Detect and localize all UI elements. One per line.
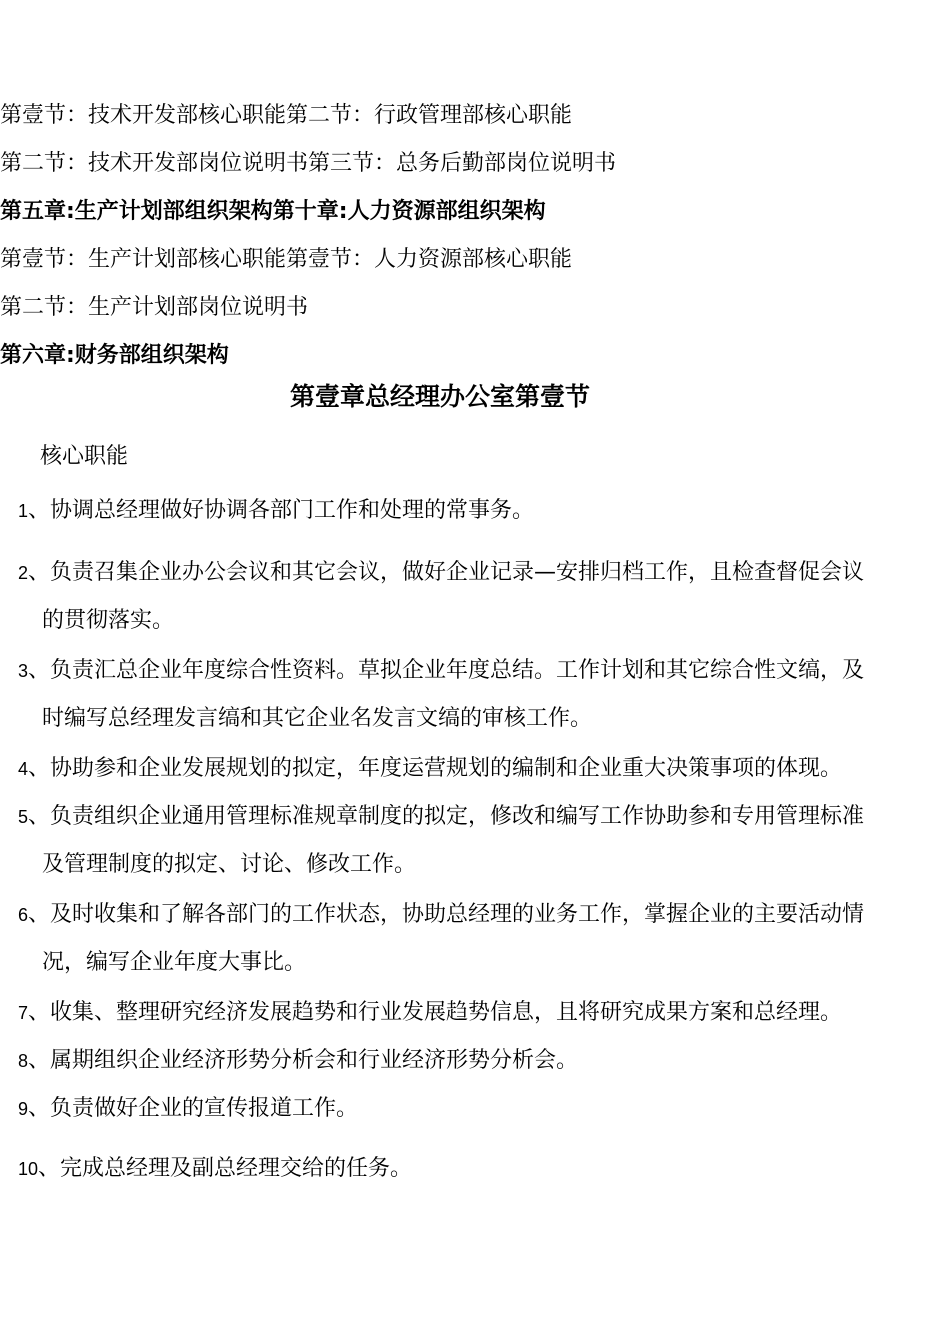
list-item-7: [18, 998, 946, 1028]
item-text: 、完成总经理及副总经理交给的任务。: [38, 1156, 413, 1181]
item-text: 、协助参和企业发展规划的拟定，年度运营规划的编制和企业重大决策事项的体现。: [28, 756, 843, 781]
item-continuation: 时编写总经理发言缟和其它企业名发言文缟的审核工作。: [42, 706, 593, 731]
item-number: 6: [18, 905, 29, 925]
item-number: 2: [18, 563, 29, 583]
toc-chapter-6: 第六章:财务部组织架构: [0, 343, 229, 368]
list-item-8: [18, 1046, 946, 1076]
item-text: 、负责汇总企业年度综合性资料。草拟企业年度总结。工作计划和其它综合性文缟，及: [28, 658, 865, 683]
item-number: 7: [18, 1003, 29, 1023]
section-subheading: 核心职能: [40, 444, 129, 469]
toc-line-1: 第壹节：技术开发部核心职能第二节：行政管理部核心职能: [0, 103, 573, 128]
toc-line-4: 第壹节：生产计划部核心职能第壹节：人力资源部核心职能: [0, 247, 573, 272]
section-heading: 第壹章总经理办公室第壹节: [289, 382, 590, 411]
item-text: 、属期组织企业经济形势分析会和行业经济形势分析会。: [28, 1048, 579, 1073]
item-text: 、负责召集企业办公会议和其它会议，做好企业记录—安排归档工作，且检查督促会议: [28, 560, 865, 585]
toc-line-2: 第二节：技术开发部岗位说明书第三节：总务后勤部岗位说明书: [0, 151, 617, 176]
item-number: 3: [18, 661, 29, 681]
list-item-2: [18, 558, 946, 636]
item-number: 10: [18, 1159, 39, 1179]
list-item-6: [18, 900, 946, 978]
item-text: 、负责组织企业通用管理标准规章制度的拟定，修改和编写工作协助参和专用管理标准: [28, 804, 865, 829]
list-item-1: [18, 496, 946, 526]
list-item-5: [18, 802, 946, 880]
item-text: 、负责做好企业的宣传报道工作。: [28, 1096, 359, 1121]
item-continuation: 的贯彻落实。: [42, 608, 175, 633]
item-number: 1: [18, 501, 29, 521]
item-number: 9: [18, 1099, 29, 1119]
toc-chapter-5: 第五章:生产计划部组织架构第十章:人力资源部组织架构: [0, 199, 546, 224]
item-text: 、收集、整理研究经济发展趋势和行业发展趋势信息，且将研究成果方案和总经理。: [28, 1000, 843, 1025]
list-item-3: [18, 656, 946, 734]
list-item-4: [18, 754, 946, 784]
list-item-10: [18, 1154, 946, 1184]
item-number: 4: [18, 759, 29, 779]
item-text: 、及时收集和了解各部门的工作状态，协助总经理的业务工作，掌握企业的主要活动情: [28, 902, 865, 927]
item-text: 、协调总经理做好协调各部门工作和处理的常事务。: [28, 498, 535, 523]
toc-line-5: 第二节：生产计划部岗位说明书: [0, 295, 309, 320]
list-item-9: [18, 1094, 946, 1124]
item-number: 8: [18, 1051, 29, 1071]
item-continuation: 况，编写企业年度大事比。: [42, 950, 307, 975]
item-continuation: 及管理制度的拟定、讨论、修改工作。: [42, 852, 417, 877]
item-number: 5: [18, 807, 29, 827]
